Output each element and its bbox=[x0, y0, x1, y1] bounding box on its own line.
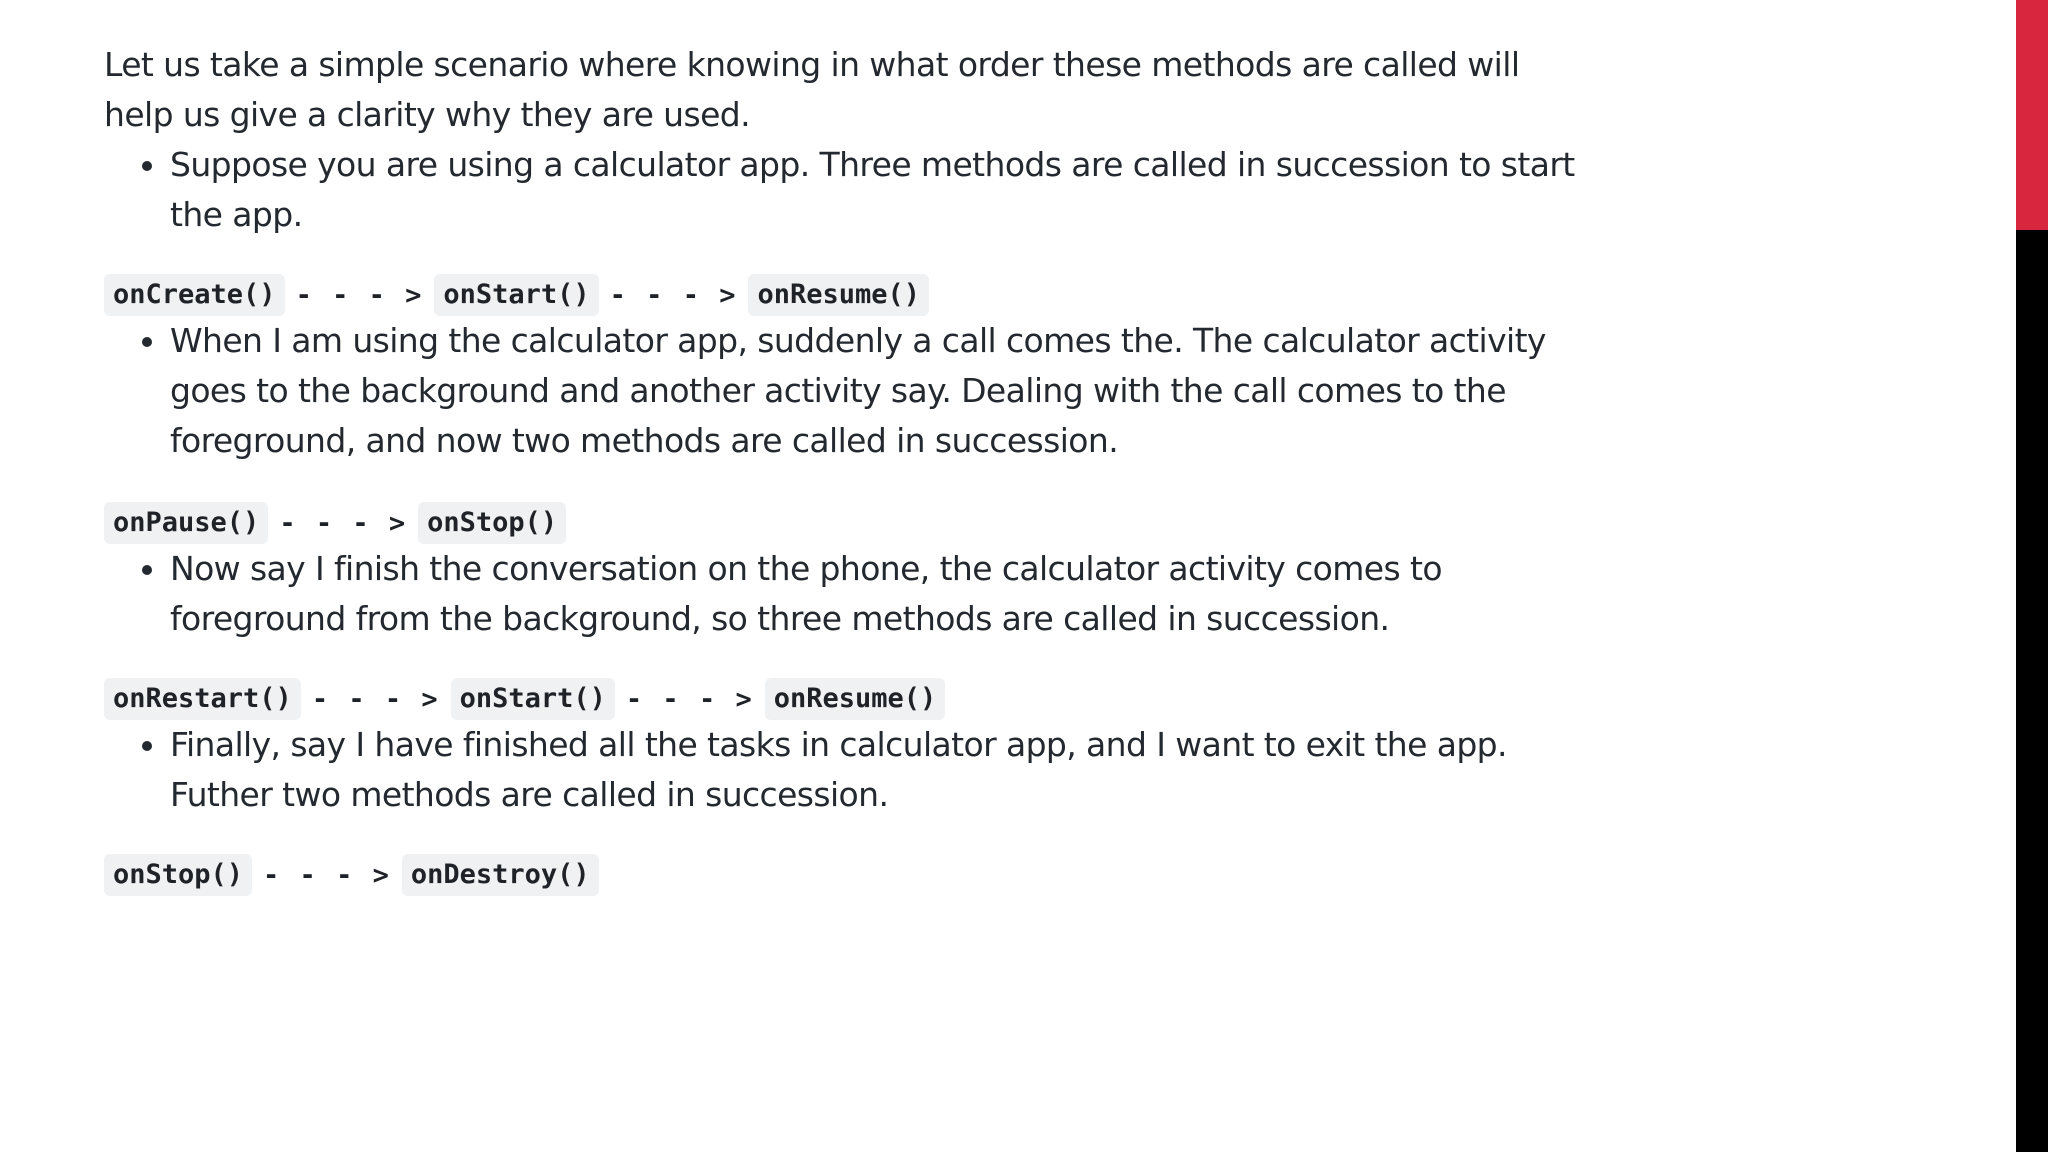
method-sequence-2 bbox=[104, 502, 1584, 544]
bullet-text-2: When I am using the calculator app, suddenly a call comes the. The calculator activity goes to the background and another activity say. Dealing with the call comes to the foreground, and now two methods are called in succession. bbox=[170, 321, 1546, 460]
code-method: onStart() bbox=[434, 274, 598, 316]
method-sequence-1 bbox=[104, 274, 1584, 316]
bullet-text-3: Now say I finish the conversation on the phone, the calculator activity comes to foreground from the background, so three methods are called in succession. bbox=[170, 549, 1442, 638]
code-method: onPause() bbox=[104, 502, 268, 544]
sequence-arrow: - - - > bbox=[625, 683, 754, 715]
sequence-arrow: - - - > bbox=[263, 859, 391, 891]
article-content bbox=[104, 40, 1584, 896]
bullet-item-1 bbox=[104, 140, 1584, 240]
code-method: onStop() bbox=[104, 854, 252, 896]
bullet-item-3 bbox=[104, 544, 1584, 644]
bullet-item-2 bbox=[104, 316, 1584, 466]
bullet-list-2 bbox=[104, 316, 1584, 466]
bullet-text-4: Finally, say I have finished all the tasks in calculator app, and I want to exit the app. Futher two methods are called in succession. bbox=[170, 725, 1507, 814]
code-method: onResume() bbox=[765, 678, 946, 720]
sequence-arrow: - - - > bbox=[609, 279, 738, 311]
bullet-text-1: Suppose you are using a calculator app. Three methods are called in succession to start the app. bbox=[170, 145, 1575, 234]
method-sequence-3 bbox=[104, 678, 1584, 720]
bullet-dot bbox=[142, 741, 152, 751]
bullet-list-1 bbox=[104, 140, 1584, 240]
code-method: onResume() bbox=[748, 274, 929, 316]
code-method: onDestroy() bbox=[402, 854, 599, 896]
sequence-arrow: - - - > bbox=[295, 279, 424, 311]
bullet-list-4 bbox=[104, 720, 1584, 820]
sequence-arrow: - - - > bbox=[311, 683, 440, 715]
side-accent-bar bbox=[2016, 0, 2048, 230]
code-method: onStop() bbox=[418, 502, 566, 544]
bullet-item-4 bbox=[104, 720, 1584, 820]
sequence-arrow: - - - > bbox=[279, 507, 408, 539]
method-sequence-4 bbox=[104, 854, 1584, 896]
bullet-dot bbox=[142, 565, 152, 575]
code-method: onRestart() bbox=[104, 678, 301, 720]
side-dark-bar bbox=[2016, 230, 2048, 1152]
intro-paragraph: Let us take a simple scenario where knowing in what order these methods are called will help us give a clarity why they are used. bbox=[104, 45, 1520, 134]
bullet-dot bbox=[142, 337, 152, 347]
bullet-dot bbox=[142, 161, 152, 171]
bullet-list-3 bbox=[104, 544, 1584, 644]
code-method: onCreate() bbox=[104, 274, 285, 316]
code-method: onStart() bbox=[451, 678, 615, 720]
